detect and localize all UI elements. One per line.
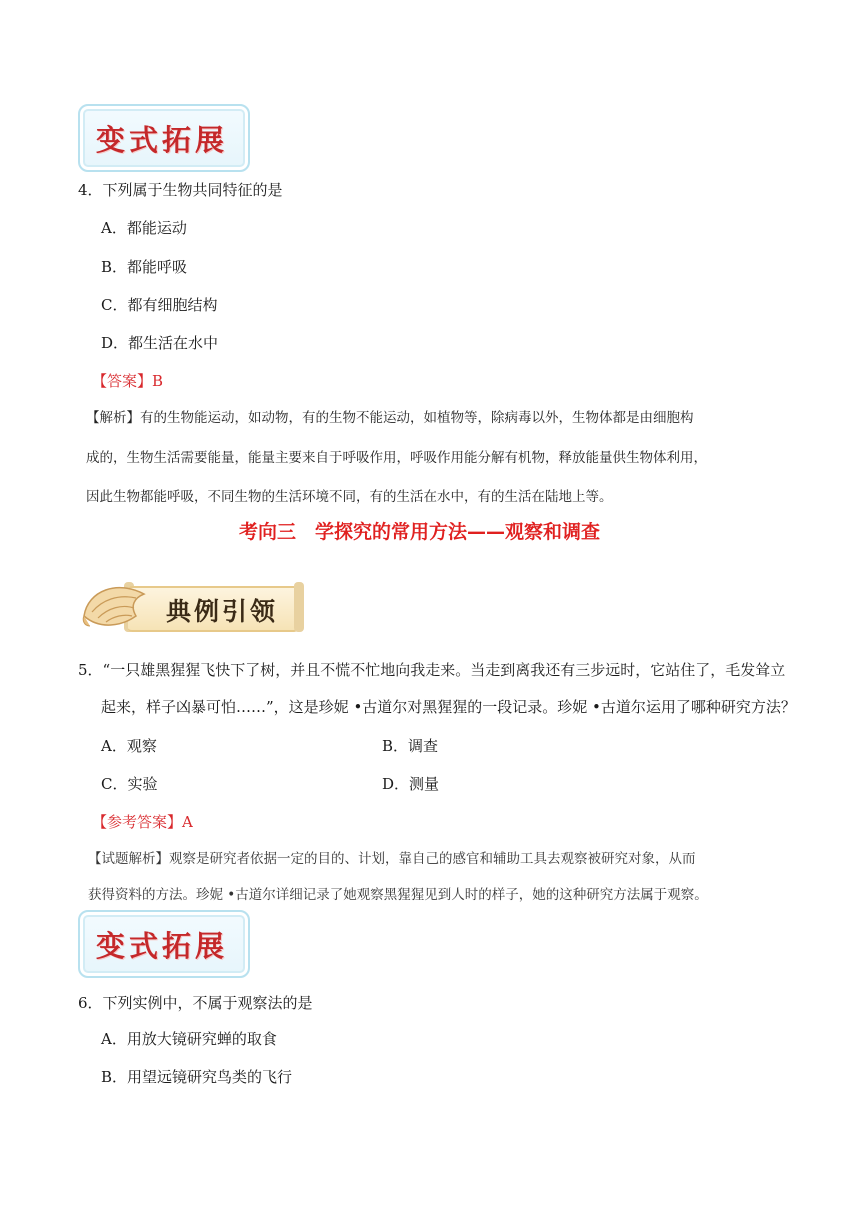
q5-option-a: A．观察: [101, 737, 157, 755]
question-5-line-1: 5．“一只雄黑猩猩飞快下了树，并且不慌不忙地向我走来。当走到离我还有三步远时，它站住了，毛发耸立: [78, 661, 786, 679]
section-heading: 考向三 学探究的常用方法——观察和调查: [239, 521, 601, 543]
variant-extension-banner-label: 变式拓展: [96, 123, 229, 157]
q5-explanation-line-2: 获得资料的方法。珍妮 •古道尔详细记录了她观察黑猩猩见到人时的样子，她的这种研究方法属于观察。: [88, 887, 708, 903]
variant-extension-banner: [78, 104, 250, 172]
q4-answer: 【答案】B: [92, 372, 164, 390]
typical-example-banner-label: 典例引领: [166, 597, 279, 626]
q4-explanation-line-2: 成的，生物生活需要能量，能量主要来自于呼吸作用，呼吸作用能分解有机物，释放能量供生物体利用，: [86, 450, 707, 466]
q4-option-b: B．都能呼吸: [101, 258, 188, 276]
typical-example-banner: [78, 572, 304, 638]
q6-option-b: B．用望远镜研究鸟类的飞行: [101, 1068, 293, 1086]
conch-shell-icon: [78, 576, 150, 634]
question-4-text: 4．下列属于生物共同特征的是: [78, 181, 283, 199]
q5-answer: 【参考答案】A: [92, 813, 193, 831]
question-6-text: 6．下列实例中，不属于观察法的是: [78, 994, 313, 1012]
q5-option-c: C．实验: [101, 775, 158, 793]
q6-option-a: A．用放大镜研究蝉的取食: [101, 1030, 277, 1048]
q4-option-a: A．都能运动: [101, 219, 187, 237]
q4-explanation-line-1: 【解析】有的生物能运动，如动物，有的生物不能运动，如植物等，除病毒以外，生物体都是由细胞构: [86, 410, 694, 426]
q4-explanation-line-3: 因此生物都能呼吸，不同生物的生活环境不同，有的生活在水中，有的生活在陆地上等。: [86, 489, 613, 505]
q5-option-b: B．调查: [382, 737, 439, 755]
q4-option-c: C．都有细胞结构: [101, 296, 218, 314]
q4-option-d: D．都生活在水中: [101, 334, 219, 352]
variant-extension-banner-2: [78, 910, 250, 978]
question-5-line-2: 起来，样子凶暴可怕……”，这是珍妮 •古道尔对黑猩猩的一段记录。珍妮 •古道尔运用了哪种研究方法？: [101, 698, 796, 716]
q5-explanation-line-1: 【试题解析】观察是研究者依据一定的目的、计划，靠自己的感官和辅助工具去观察被研究对象，从而: [88, 851, 696, 867]
q5-option-d: D．测量: [382, 775, 440, 793]
scroll-right-edge: [294, 582, 304, 632]
variant-extension-banner-2-label: 变式拓展: [96, 929, 229, 963]
